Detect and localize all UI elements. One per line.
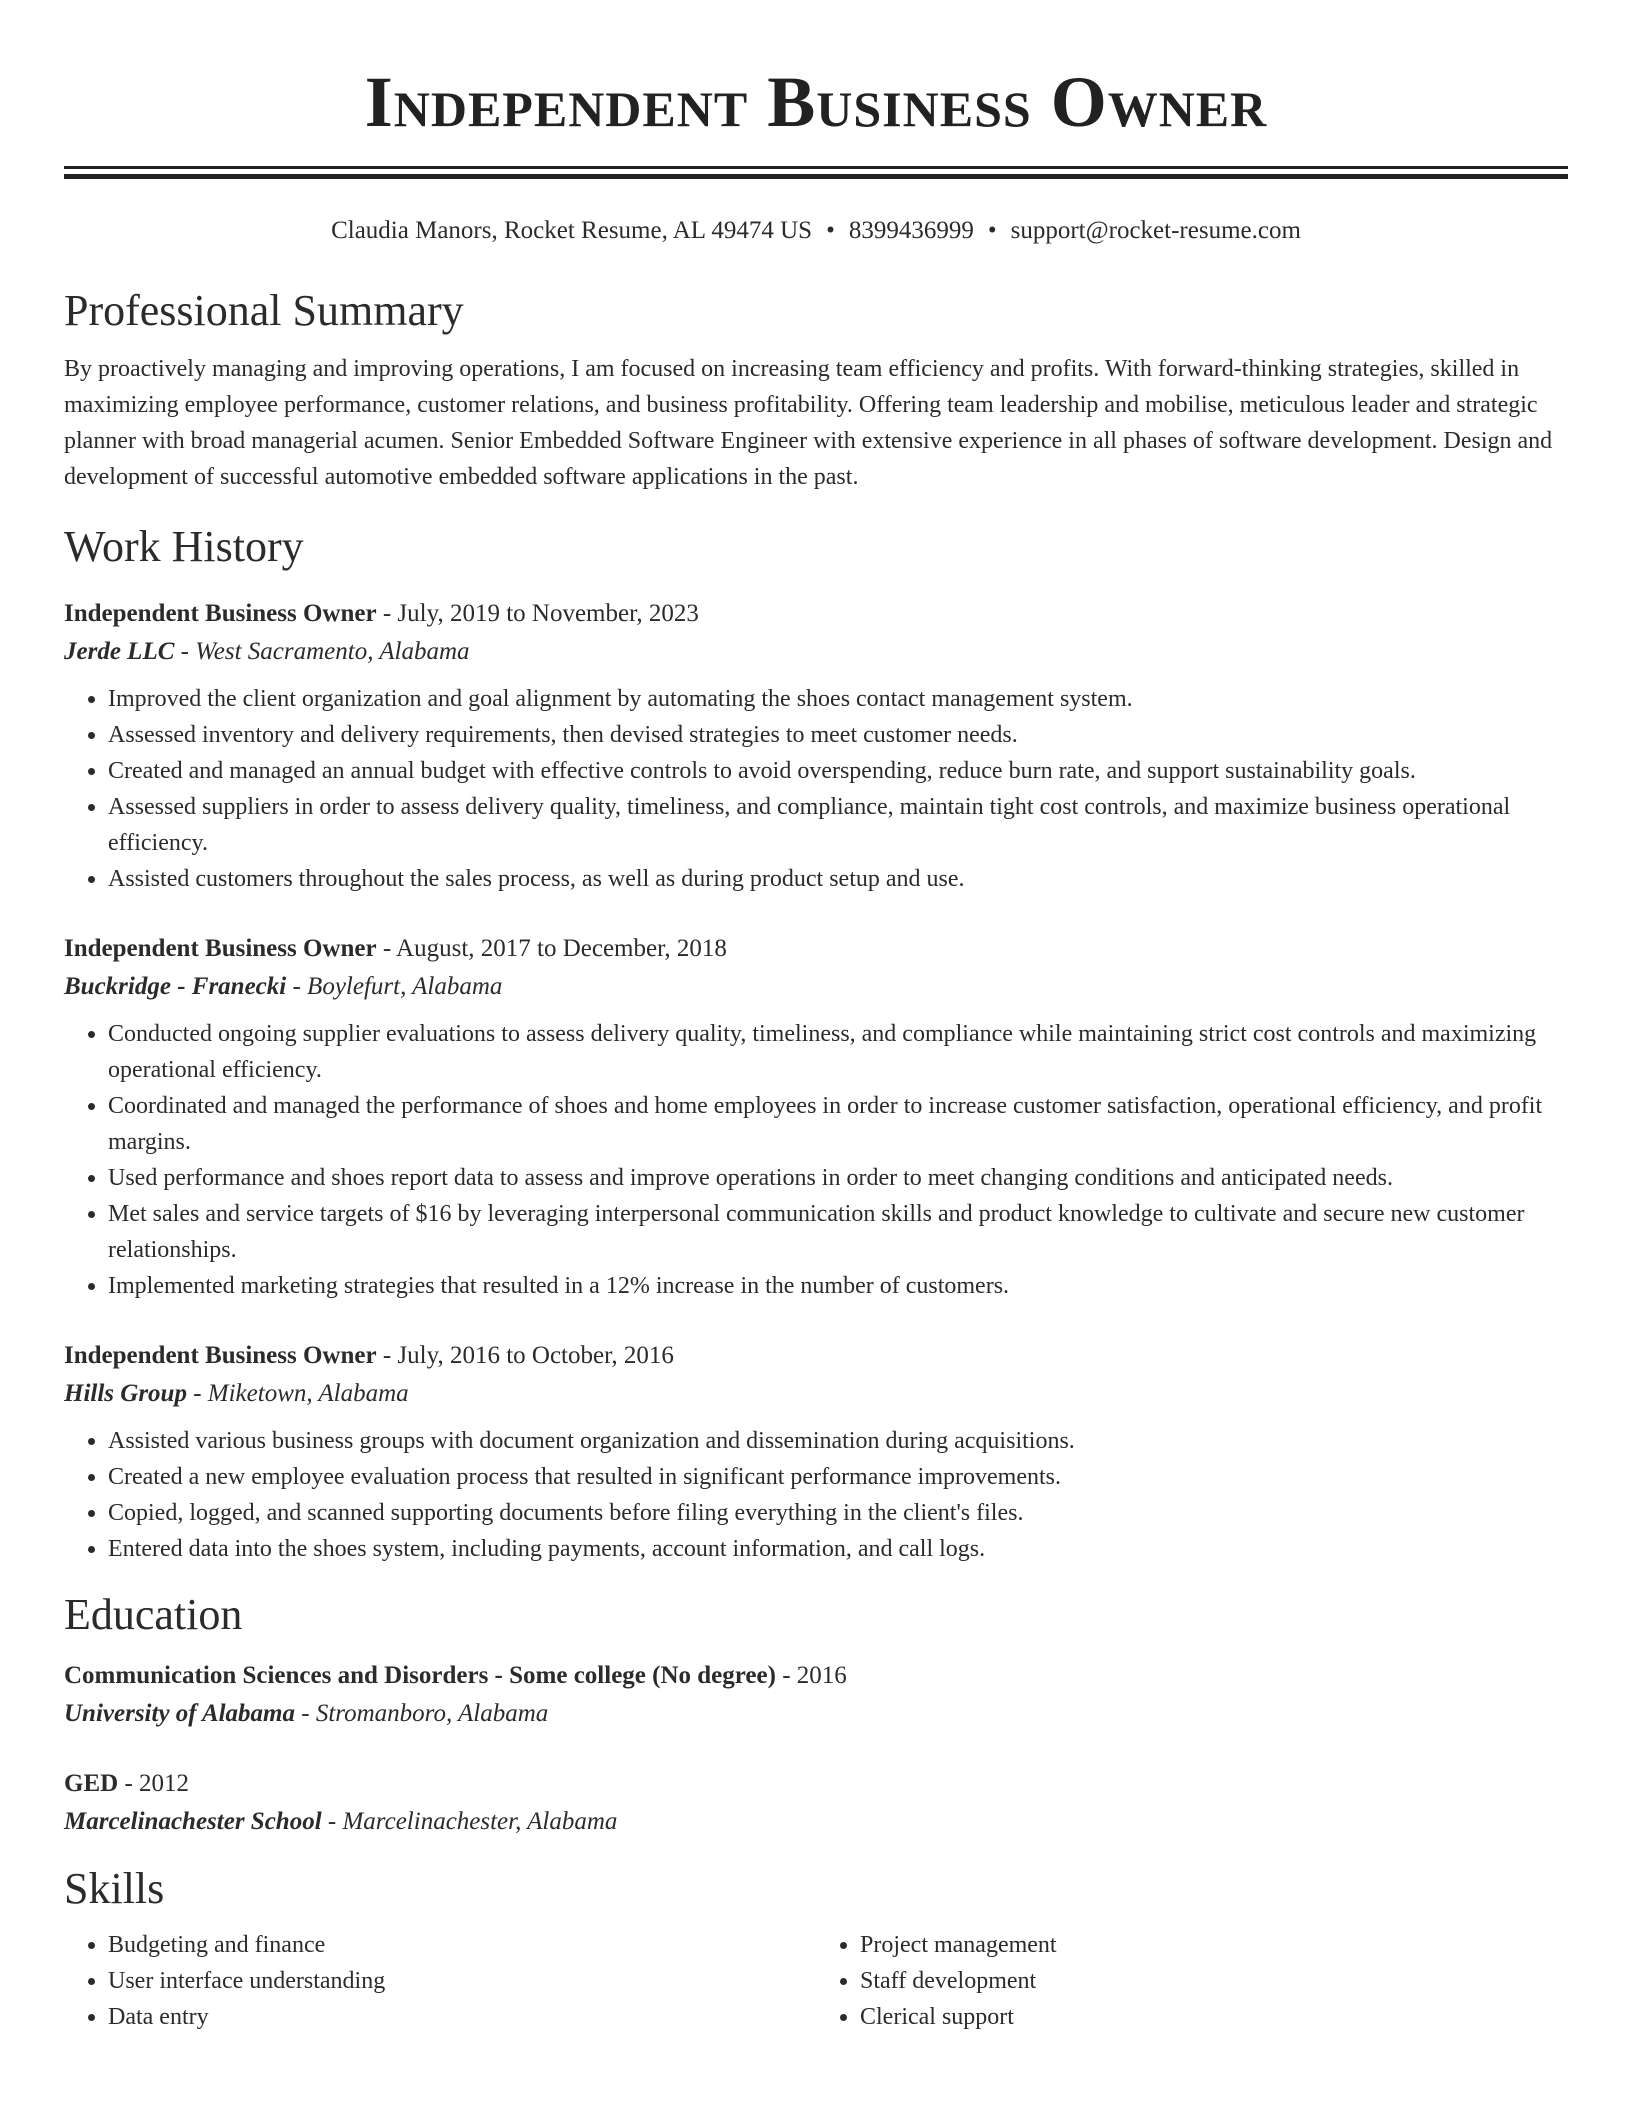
- job-employer: Buckridge - Franecki - Boylefurt, Alabama: [64, 973, 503, 1000]
- job-title: Independent Business Owner: [64, 600, 377, 627]
- section-heading-skills: Skills: [64, 1864, 165, 1913]
- skill-item: • User interface understanding: [108, 1963, 816, 1999]
- list-item: • Conducted ongoing supplier evaluations to assess delivery quality, timeliness, and compliance while maintaining strict cost controls and maximizing operational efficiency.: [108, 1016, 1568, 1088]
- contact-address: Claudia Manors, Rocket Resume, AL 49474 US: [331, 217, 813, 244]
- education-entry: [64, 1657, 1568, 1733]
- job-entry: [64, 1337, 1568, 1567]
- education-header: GED - 2012: [64, 1770, 190, 1797]
- list-item: • Copied, logged, and scanned supporting documents before filing everything in the client's files.: [108, 1495, 1568, 1531]
- education-location: Marcelinachester, Alabama: [342, 1808, 618, 1835]
- skills-column-right: [816, 1927, 1568, 2035]
- job-dates: July, 2019 to November, 2023: [397, 600, 699, 627]
- job-header: Independent Business Owner - August, 2017 to December, 2018: [64, 935, 727, 962]
- list-item: • Improved the client organization and goal alignment by automating the shoes contact management system.: [108, 681, 1568, 717]
- job-bullets: [64, 1016, 1568, 1304]
- education-header: Communication Sciences and Disorders - Some college (No degree) - 2016: [64, 1662, 847, 1689]
- resume-title: Independent Business Owner: [364, 62, 1268, 142]
- job-company: Hills Group: [64, 1380, 187, 1407]
- list-item: • Created and managed an annual budget with effective controls to avoid overspending, reduce burn rate, and support sustainability goals.: [108, 753, 1568, 789]
- education-school: University of Alabama: [64, 1700, 296, 1727]
- contact-separator: •: [826, 217, 835, 244]
- contact-separator: •: [987, 217, 997, 244]
- job-header: Independent Business Owner - July, 2016 to October, 2016: [64, 1342, 674, 1369]
- list-item: • Met sales and service targets of $16 by leveraging interpersonal communication skills and product knowledge to cultivate and secure new customer relationships.: [108, 1196, 1568, 1268]
- skill-item: • Project management: [860, 1927, 1568, 1963]
- job-location: Boylefurt, Alabama: [307, 973, 503, 1000]
- job-entry: [64, 930, 1568, 1304]
- education-year: 2012: [139, 1770, 190, 1797]
- job-header: Independent Business Owner - July, 2019 to November, 2023: [64, 600, 699, 627]
- list-item: • Assessed inventory and delivery requirements, then devised strategies to meet customer needs.: [108, 717, 1568, 753]
- education-degree: Communication Sciences and Disorders - Some college (No degree): [64, 1662, 776, 1689]
- job-title: Independent Business Owner: [64, 935, 377, 962]
- skill-item: • Data entry: [108, 1999, 816, 2035]
- job-location: West Sacramento, Alabama: [195, 638, 470, 665]
- contact-line: [64, 215, 1568, 247]
- list-item: • Implemented marketing strategies that resulted in a 12% increase in the number of customers.: [108, 1268, 1568, 1304]
- education-school-line: Marcelinachester School - Marcelinachester, Alabama: [64, 1808, 618, 1835]
- list-item: • Entered data into the shoes system, including payments, account information, and call logs.: [108, 1531, 1568, 1567]
- education-school: Marcelinachester School: [64, 1808, 322, 1835]
- skills-column-left: [64, 1927, 816, 2035]
- section-heading-education: Education: [64, 1590, 243, 1639]
- education-location: Stromanboro, Alabama: [315, 1700, 549, 1727]
- job-employer: Jerde LLC - West Sacramento, Alabama: [64, 638, 470, 665]
- job-employer: Hills Group - Miketown, Alabama: [64, 1380, 409, 1407]
- skills-list: [64, 1927, 1568, 2035]
- list-item: • Used performance and shoes report data to assess and improve operations in order to meet changing conditions and anticipated needs.: [108, 1160, 1568, 1196]
- job-bullets: [64, 681, 1568, 897]
- skill-item: • Clerical support: [860, 1999, 1568, 2035]
- education-year: 2016: [796, 1662, 847, 1689]
- job-company: Buckridge - Franecki: [64, 973, 287, 1000]
- job-entry: [64, 595, 1568, 897]
- skill-item: • Staff development: [860, 1963, 1568, 1999]
- skill-item: • Budgeting and finance: [108, 1927, 816, 1963]
- summary-text: By proactively managing and improving operations, I am focused on increasing team efficiency and profits. With forward-thinking strategies, skilled in maximizing employee performance, customer relations, and business profitability. Offering team leadership and mobilise, meticulous leader and strategic planner with broad managerial acumen. Senior Embedded Software Engineer with extensive experience in all phases of software development. Design and development of successful automotive embedded software applications in the past.: [64, 356, 1553, 490]
- title-divider-thick: [64, 174, 1568, 179]
- job-location: Miketown, Alabama: [207, 1380, 409, 1407]
- list-item: • Assisted customers throughout the sales process, as well as during product setup and use.: [108, 861, 1568, 897]
- education-degree: GED: [64, 1770, 119, 1797]
- contact-email: support@rocket-resume.com: [1010, 217, 1301, 244]
- list-item: • Assisted various business groups with document organization and dissemination during acquisitions.: [108, 1423, 1568, 1459]
- section-heading-work-history: Work History: [64, 522, 304, 571]
- job-title: Independent Business Owner: [64, 1342, 377, 1369]
- contact-phone: 8399436999: [848, 217, 974, 244]
- title-divider-thin: [64, 166, 1568, 169]
- education-school-line: University of Alabama - Stromanboro, Alabama: [64, 1700, 549, 1727]
- education-entry: [64, 1765, 1568, 1841]
- job-dates: August, 2017 to December, 2018: [396, 935, 727, 962]
- section-heading-summary: Professional Summary: [64, 286, 464, 335]
- list-item: • Created a new employee evaluation process that resulted in significant performance improvements.: [108, 1459, 1568, 1495]
- job-dates: July, 2016 to October, 2016: [397, 1342, 674, 1369]
- list-item: • Assessed suppliers in order to assess delivery quality, timeliness, and compliance, maintain tight cost controls, and maximize business operational efficiency.: [108, 789, 1568, 861]
- job-bullets: [64, 1423, 1568, 1567]
- job-company: Jerde LLC: [64, 638, 175, 665]
- list-item: • Coordinated and managed the performance of shoes and home employees in order to increase customer satisfaction, operational efficiency, and profit margins.: [108, 1088, 1568, 1160]
